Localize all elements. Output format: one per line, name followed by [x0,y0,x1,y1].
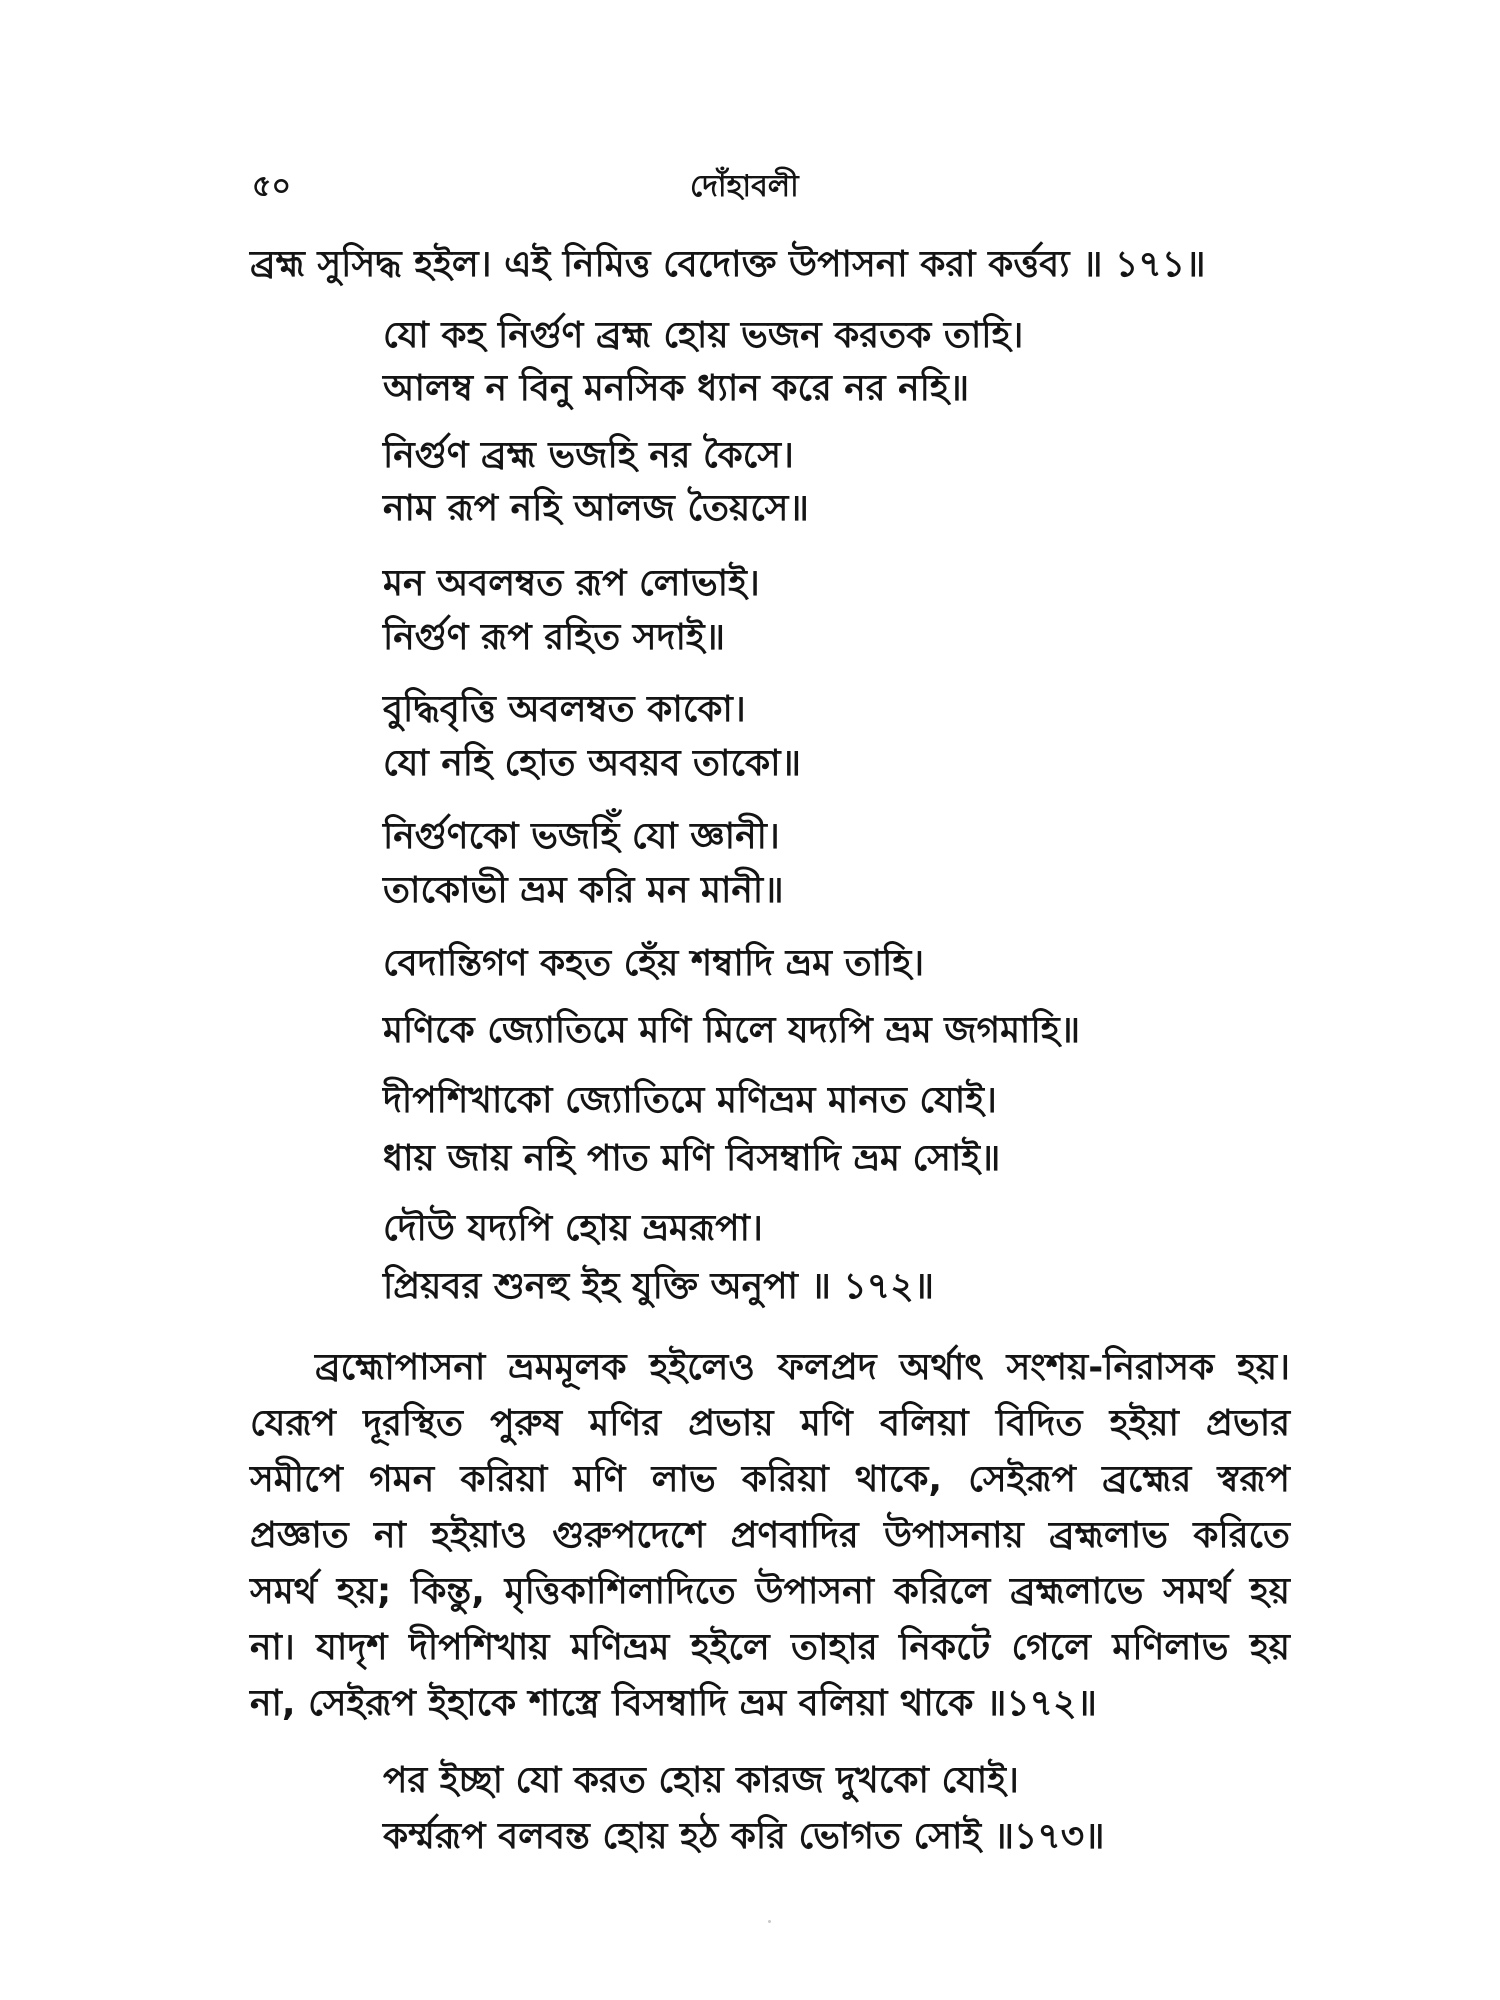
page-header [0,158,1500,206]
verse-5-line-1: নির্গুণকো ভজহিঁ যো জ্ঞানী। [383,816,780,857]
continuation-line: ব্রহ্ম সুসিদ্ধ হইল। এই নিমিত্ত বেদোক্ত উপাসনা করা কর্ত্তব্য ॥ ১৭১॥ [250,244,1206,285]
page-number: ৫০ [252,169,291,204]
print-speck [768,1920,771,1923]
verse-4-line-1: বুদ্ধিবৃত্তি অবলম্বত কাকো। [383,689,746,730]
verse-6-line-2: মণিকে জ্যোতিমে মণি মিলে যদ্যপি ভ্রম জগমাহি॥ [383,1010,1081,1051]
commentary-line-1: ব্রহ্মোপাসনা ভ্রমমূলক হইলেও ফলপ্রদ অর্থাৎ সংশয়-নিরাসক হয়। [315,1347,1290,1388]
final-verse-line-2: কর্ম্মরূপ বলবন্ত হোয় হঠ করি ভোগত সোই ॥১৭৩॥ [383,1816,1105,1857]
commentary-line-6: না। যাদৃশ দীপশিখায় মণিভ্রম হইলে তাহার নিকটে গেলে মণিলাভ হয় [250,1627,1290,1668]
verse-2-line-2: নাম রূপ নহি আলজ তৈয়সে॥ [383,488,809,529]
commentary-line-5: সমর্থ হয়; কিন্তু, মৃত্তিকাশিলাদিতে উপাসনা করিলে ব্রহ্মলাভে সমর্থ হয় [250,1571,1290,1612]
commentary-line-3: সমীপে গমন করিয়া মণি লাভ করিয়া থাকে, সেইরূপ ব্রহ্মের স্বরূপ [250,1459,1290,1500]
commentary-line-2: যেরূপ দূরস্থিত পুরুষ মণির প্রভায় মণি বলিয়া বিদিত হইয়া প্রভার [250,1403,1290,1444]
verse-2-line-1: নির্গুণ ব্রহ্ম ভজহি নর কৈসে। [383,435,794,476]
verse-7-line-2: ধায় জায় নহি পাত মণি বিসম্বাদি ভ্রম সোই॥ [383,1138,1001,1179]
verse-1-line-1: যো কহ নির্গুণ ব্রহ্ম হোয় ভজন করতক তাহি। [383,315,1024,356]
verse-1-line-2: আলম্ব ন বিনু মনসিক ধ্যান করে নর নহি॥ [383,368,970,409]
verse-6-line-1: বেদান্তিগণ কহত হেঁয় শম্বাদি ভ্রম তাহি। [383,943,925,984]
verse-5-line-2: তাকোভী ভ্রম করি মন মানী॥ [383,870,784,911]
final-verse-line-1: পর ইচ্ছা যো করত হোয় কারজ দুখকো যোই। [383,1760,1019,1801]
verse-7-line-1: দীপশিখাকো জ্যোতিমে মণিভ্রম মানত যোই। [383,1080,997,1121]
verse-8-line-2: প্রিয়বর শুনহু ইহ যুক্তি অনুপা ॥ ১৭২॥ [383,1266,934,1307]
commentary-line-7: না, সেইরূপ ইহাকে শাস্ত্রে বিসম্বাদি ভ্রম বলিয়া থাকে ॥১৭২॥ [250,1683,1097,1724]
verse-8-line-1: দৌউ যদ্যপি হোয় ভ্রমরূপা। [383,1208,763,1249]
verse-3-line-1: মন অবলম্বত রূপ লোভাই। [383,563,760,604]
verse-3-line-2: নির্গুণ রূপ রহিত সদাই॥ [383,617,725,658]
verse-4-line-2: যো নহি হোত অবয়ব তাকো॥ [383,743,801,784]
commentary-line-4: প্রজ্ঞাত না হইয়াও গুরুপদেশে প্রণবাদির উপাসনায় ব্রহ্মলাভ করিতে [250,1515,1290,1556]
running-head: দোঁহাবলী [690,169,799,204]
